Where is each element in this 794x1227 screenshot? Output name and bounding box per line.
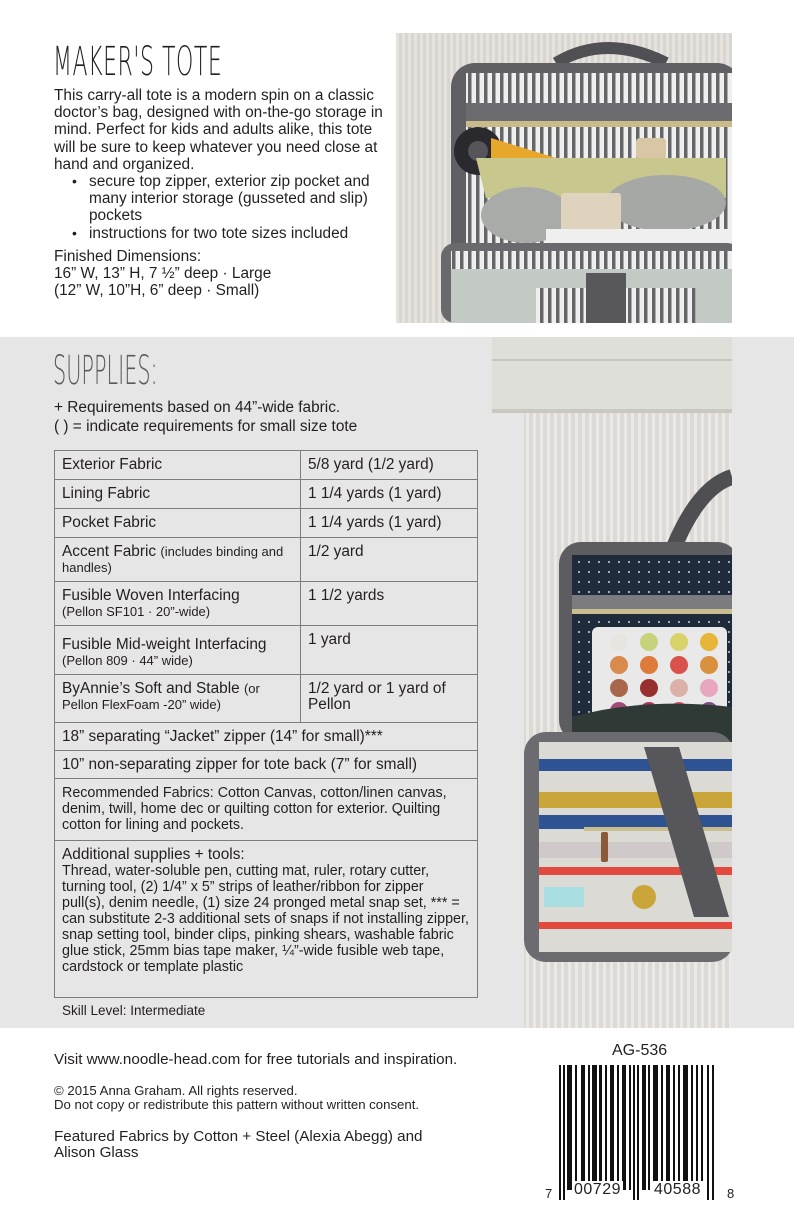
supply-item-note: (Pellon 809 · 44” wide) [62,653,193,668]
feature-item: • instructions for two tote sizes included [54,225,394,242]
feature-item: • secure top zipper, exterior zip pocket and many interior storage (gusseted and slip) pockets [54,173,394,225]
dimensions-small: (12” W, 10”H, 6” deep · Small) [54,282,260,300]
skill-level: Skill Level: Intermediate [62,1003,206,1018]
table-row [55,480,478,509]
tote-watercolor-photo [484,337,732,1028]
finished-dimensions [54,248,394,300]
supply-item-label: Exterior Fabric [62,456,163,473]
supply-item [55,480,301,509]
supplies-table [54,450,478,998]
copyright-block [54,1084,534,1112]
table-row [55,841,478,998]
table-row [55,675,478,723]
small-size-note: ( ) = indicate requirements for small size tote [54,418,358,435]
recommended-fabrics-row: Recommended Fabrics: Cotton Canvas, cotton/linen canvas, denim, twill, home dec or quilting cotton for exterior. Quilting cotton for lining and pockets. [55,779,478,841]
feature-list [54,173,394,242]
jacket-zipper-row: 18” separating “Jacket” zipper (14” for small)*** [55,723,478,751]
featured-fabrics [54,1129,534,1161]
supply-item-label: ByAnnie’s Soft and Stable [62,680,240,697]
sku-code: AG-536 [612,1042,668,1059]
supply-item-label: Fusible Woven Interfacing [62,587,240,604]
additional-supplies-title: Additional supplies + tools: [62,846,245,863]
table-row [55,751,478,779]
supply-amount: 5/8 yard (1/2 yard) [301,451,478,480]
supplies-notes [54,398,357,436]
supply-item-note: (or Pellon FlexFoam -20” wide) [62,681,260,712]
supply-amount: 1 1/4 yards (1 yard) [301,480,478,509]
table-row [55,626,478,675]
additional-supplies-text: Thread, water-soluble pen, cutting mat, ruler, rotary cutter, turning tool, (2) 1/4” x 5” strips of leather/ribbon for zipper pull(s), denim needle, (1) size 24 pronged metal snap set, *** = can substitute 2-3 additional sets of snaps if not installing zipper, snap setting tool, binder clips, pinking shears, washable fabric glue stick, 25mm bias tape maker, ¼”-wide fusible web tape, cardstock or template plastic [62,863,469,975]
upc-barcode [557,1065,723,1200]
copy-notice: Do not copy or redistribute this pattern without written consent. [54,1097,420,1112]
pattern-title: MAKER'S TOTE [53,39,223,85]
table-row [55,509,478,538]
featured-fabrics-line: Featured Fabrics by Cotton + Steel (Alexia Abegg) and [54,1128,423,1145]
table-row [55,779,478,841]
supply-amount: 1/2 yard [301,538,478,582]
intro-description: This carry-all tote is a modern spin on a classic doctor’s bag, designed with on-the-go storage in mind. Perfect for kids and adults alike, this tote will be sure to keep whatever you need close at hand and organized. [54,87,383,173]
table-row [55,723,478,751]
dimensions-large: 16” W, 13” H, 7 ½” deep · Large [54,265,272,283]
supply-item-label: Fusible Mid-weight Interfacing [62,636,267,653]
back-zipper-row: 10” non-separating zipper for tote back (7” for small) [55,751,478,779]
supply-item-note: (includes binding and handles) [62,544,284,575]
copyright-text: © 2015 Anna Graham. All rights reserved. [54,1083,298,1098]
additional-supplies-row [55,841,478,998]
supply-item [55,451,301,480]
supply-item [55,582,301,626]
supply-item [55,509,301,538]
supply-item [55,675,301,723]
table-row [55,538,478,582]
barcode-lead-digit: 7 [545,1186,553,1201]
tote-interior-illustration [396,33,732,323]
table-row [55,451,478,480]
footer [54,1052,534,1161]
website-link[interactable]: Visit www.noodle-head.com for free tutorials and inspiration. [54,1051,458,1068]
supply-item [55,538,301,582]
supply-amount: 1/2 yard or 1 yard of Pellon [301,675,478,723]
supplies-heading: SUPPLIES: [53,348,158,394]
supply-item-note: (Pellon SF101 · 20”-wide) [62,604,211,619]
supply-item [55,626,301,675]
barcode-group-2: 40588 [654,1181,701,1198]
intro-section [54,87,394,299]
featured-fabrics-line: Alison Glass [54,1144,139,1161]
fabric-width-note: + Requirements based on 44”-wide fabric. [54,399,341,416]
supply-item-label: Lining Fabric [62,485,151,502]
supply-amount: 1 yard [301,626,478,675]
tote-exterior-illustration [484,337,732,1028]
supply-item-label: Accent Fabric [62,543,157,560]
supply-amount: 1 1/4 yards (1 yard) [301,509,478,538]
dimensions-label: Finished Dimensions: [54,247,202,265]
barcode-bars-icon [557,1065,723,1200]
tote-interior-photo [396,33,732,323]
supply-item-label: Pocket Fabric [62,514,157,531]
table-row [55,582,478,626]
supply-amount: 1 1/2 yards [301,582,478,626]
barcode-group-1: 00729 [574,1181,621,1198]
barcode-check-digit: 8 [727,1186,735,1201]
